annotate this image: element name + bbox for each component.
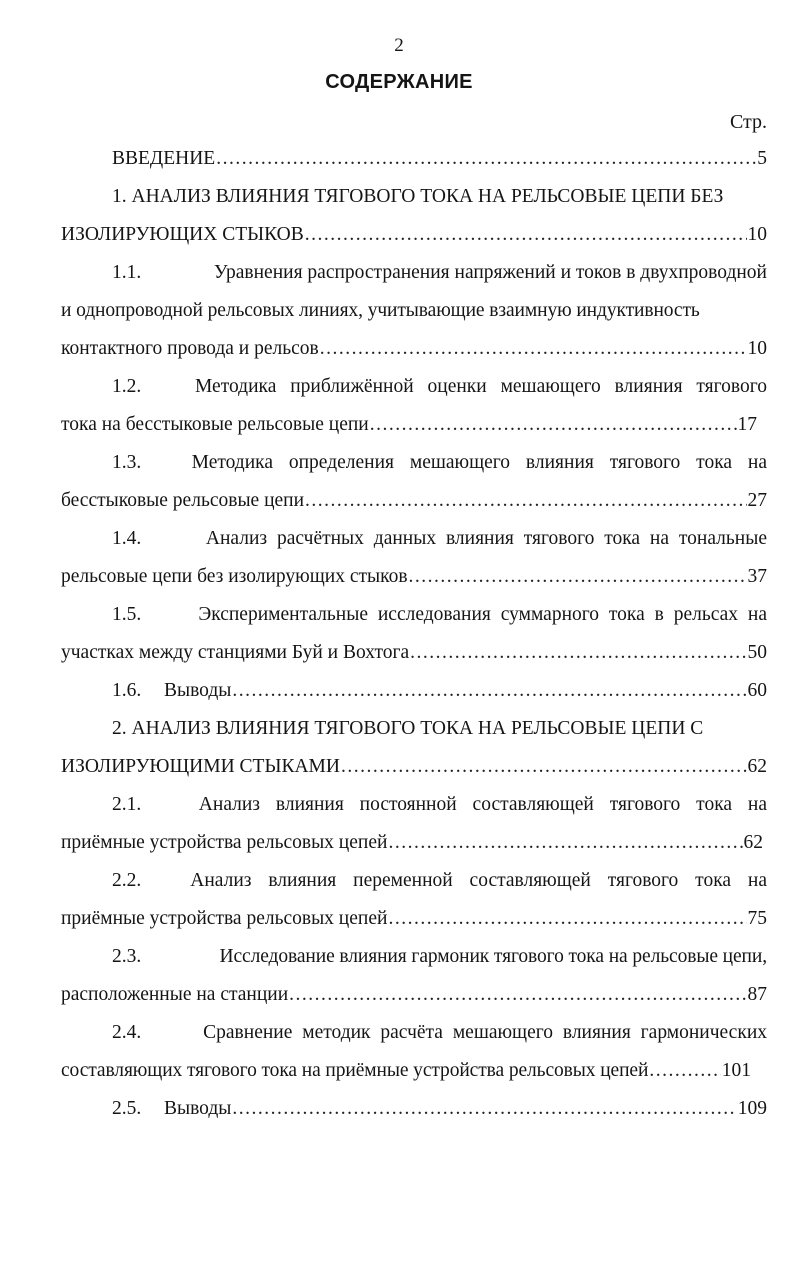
dot-leader (370, 412, 737, 438)
toc-page-number: 37 (747, 566, 767, 587)
section-number: 1.3. (112, 452, 142, 473)
toc-entry-text: Методика приближённой оценки мешающего влияния тягового (194, 376, 767, 397)
toc-page-number: 62 (747, 756, 767, 777)
toc-entry-text: расположенные на станции (61, 984, 289, 1005)
toc-entry-text: Методика определения мешающего влияния тягового тока на (191, 452, 767, 473)
toc-entry-text: составляющих тягового тока на приёмные устройства рельсовых цепей (61, 1060, 649, 1081)
dot-leader (232, 1096, 736, 1122)
section-number: 1.4. (112, 528, 142, 549)
toc-section-1-2-line-1[interactable] (112, 374, 767, 400)
section-number: 2.3. (112, 946, 142, 967)
page-column-label: Стр. (729, 111, 767, 133)
section-number: 1.5. (112, 604, 142, 625)
toc-page-number: 27 (747, 490, 767, 511)
toc-entry-text: приёмные устройства рельсовых цепей (61, 908, 388, 929)
toc-entry-text: Анализ влияния постоянной составляющей тягового тока на (198, 794, 767, 815)
toc-page-number: 60 (747, 680, 767, 701)
toc-section-1-4-line-1[interactable] (112, 526, 767, 552)
dot-leader (388, 830, 742, 856)
toc-entry-text: Анализ влияния переменной составляющей тягового тока на (190, 870, 767, 891)
toc-section-1-1-line-2[interactable] (61, 298, 767, 324)
section-number: 2.4. (112, 1022, 142, 1043)
section-number: 1.1. (112, 262, 142, 283)
toc-section-1-6[interactable] (112, 678, 767, 704)
toc-entry-text: Уравнения распространения напряжений и токов в двухпроводной (213, 262, 767, 283)
toc-section-1-1-line-1[interactable] (112, 260, 767, 286)
toc-section-2-3-line-1[interactable] (112, 944, 767, 970)
toc-section-1-2-line-2[interactable] (61, 412, 757, 438)
toc-entry-text: приёмные устройства рельсовых цепей (61, 832, 388, 853)
toc-entry-text: Анализ расчётных данных влияния тягового тока на тональные (205, 528, 767, 549)
toc-page-number: 17 (737, 414, 757, 435)
toc-section-1-3-line-2[interactable] (61, 488, 767, 514)
toc-entry-text: контактного провода и рельсов (61, 338, 319, 359)
toc-entry-text: участках между станциями Буй и Вохтога (61, 642, 410, 663)
toc-entry-text: ИЗОЛИРУЮЩИМИ СТЫКАМИ (61, 756, 340, 777)
toc-section-2-1-line-1[interactable] (112, 792, 767, 818)
dot-leader (216, 146, 756, 172)
toc-chapter-2-line-2[interactable] (61, 754, 767, 780)
toc-entry-text: Сравнение методик расчёта мешающего влияния гармонических (203, 1022, 767, 1043)
toc-entry-text: Выводы (164, 1098, 232, 1119)
toc-entry-text: ИЗОЛИРУЮЩИХ СТЫКОВ (61, 224, 304, 245)
toc-section-1-4-line-2[interactable] (61, 564, 767, 590)
toc-page-number: 87 (747, 984, 767, 1005)
toc-entry-text: 2. АНАЛИЗ ВЛИЯНИЯ ТЯГОВОГО ТОКА НА РЕЛЬСОВЫЕ ЦЕПИ С (112, 718, 704, 739)
toc-section-2-5[interactable] (112, 1096, 767, 1122)
toc-page-number: 101 (721, 1060, 751, 1081)
toc-entry-text: бесстыковые рельсовые цепи (61, 490, 305, 511)
toc-entry-text: 1. АНАЛИЗ ВЛИЯНИЯ ТЯГОВОГО ТОКА НА РЕЛЬСОВЫЕ ЦЕПИ БЕЗ (112, 186, 724, 207)
toc-page-number: 109 (737, 1098, 767, 1119)
section-number: 1.2. (112, 376, 142, 397)
section-number: 1.6. (112, 680, 142, 701)
toc-entry-text: тока на бесстыковые рельсовые цепи (61, 414, 369, 435)
toc-entry-text: ВВЕДЕНИЕ (112, 148, 216, 169)
toc-section-1-5-line-2[interactable] (61, 640, 767, 666)
toc-entry-text: Выводы (164, 680, 232, 701)
toc-section-1-5-line-1[interactable] (112, 602, 767, 628)
section-number: 2.1. (112, 794, 142, 815)
toc-entry-text: Исследование влияния гармоник тягового тока на рельсовые цепи, (219, 946, 767, 967)
toc-chapter-1-line-1[interactable] (112, 184, 767, 210)
toc-entry-text: и однопроводной рельсовых линиях, учитывающие взаимную индуктивность (61, 300, 700, 321)
toc-entry-text: Экспериментальные исследования суммарного тока в рельсах на (198, 604, 767, 625)
toc-chapter-2-line-1[interactable] (112, 716, 767, 742)
dot-leader (649, 1058, 720, 1084)
toc-page-number: 62 (743, 832, 763, 853)
toc-section-2-4-line-2[interactable] (61, 1058, 751, 1084)
dot-leader (289, 982, 746, 1008)
page-number: 2 (394, 35, 404, 56)
toc-section-2-3-line-2[interactable] (61, 982, 767, 1008)
toc-section-2-2-line-1[interactable] (112, 868, 767, 894)
dot-leader (305, 488, 746, 514)
section-number: 2.2. (112, 870, 142, 891)
toc-entry-intro[interactable] (112, 146, 767, 172)
dot-leader (409, 564, 747, 590)
dot-leader (341, 754, 747, 780)
toc-page-number: 50 (747, 642, 767, 663)
toc-page-number: 75 (747, 908, 767, 929)
dot-leader (388, 906, 746, 932)
dot-leader (305, 222, 747, 248)
dot-leader (410, 640, 746, 666)
toc-chapter-1-line-2[interactable] (61, 222, 767, 248)
toc-section-2-4-line-1[interactable] (112, 1020, 767, 1046)
dot-leader (232, 678, 746, 704)
toc-section-1-1-line-3[interactable] (61, 336, 767, 362)
toc-section-2-1-line-2[interactable] (61, 830, 763, 856)
dot-leader (320, 336, 747, 362)
toc-entry-text: рельсовые цепи без изолирующих стыков (61, 566, 408, 587)
page-title: СОДЕРЖАНИЕ (325, 71, 473, 93)
toc-page-number: 10 (747, 338, 767, 359)
toc-page-number: 10 (747, 224, 767, 245)
toc-section-2-2-line-2[interactable] (61, 906, 767, 932)
toc-page-number: 5 (757, 148, 767, 169)
section-number: 2.5. (112, 1098, 142, 1119)
toc-section-1-3-line-1[interactable] (112, 450, 767, 476)
